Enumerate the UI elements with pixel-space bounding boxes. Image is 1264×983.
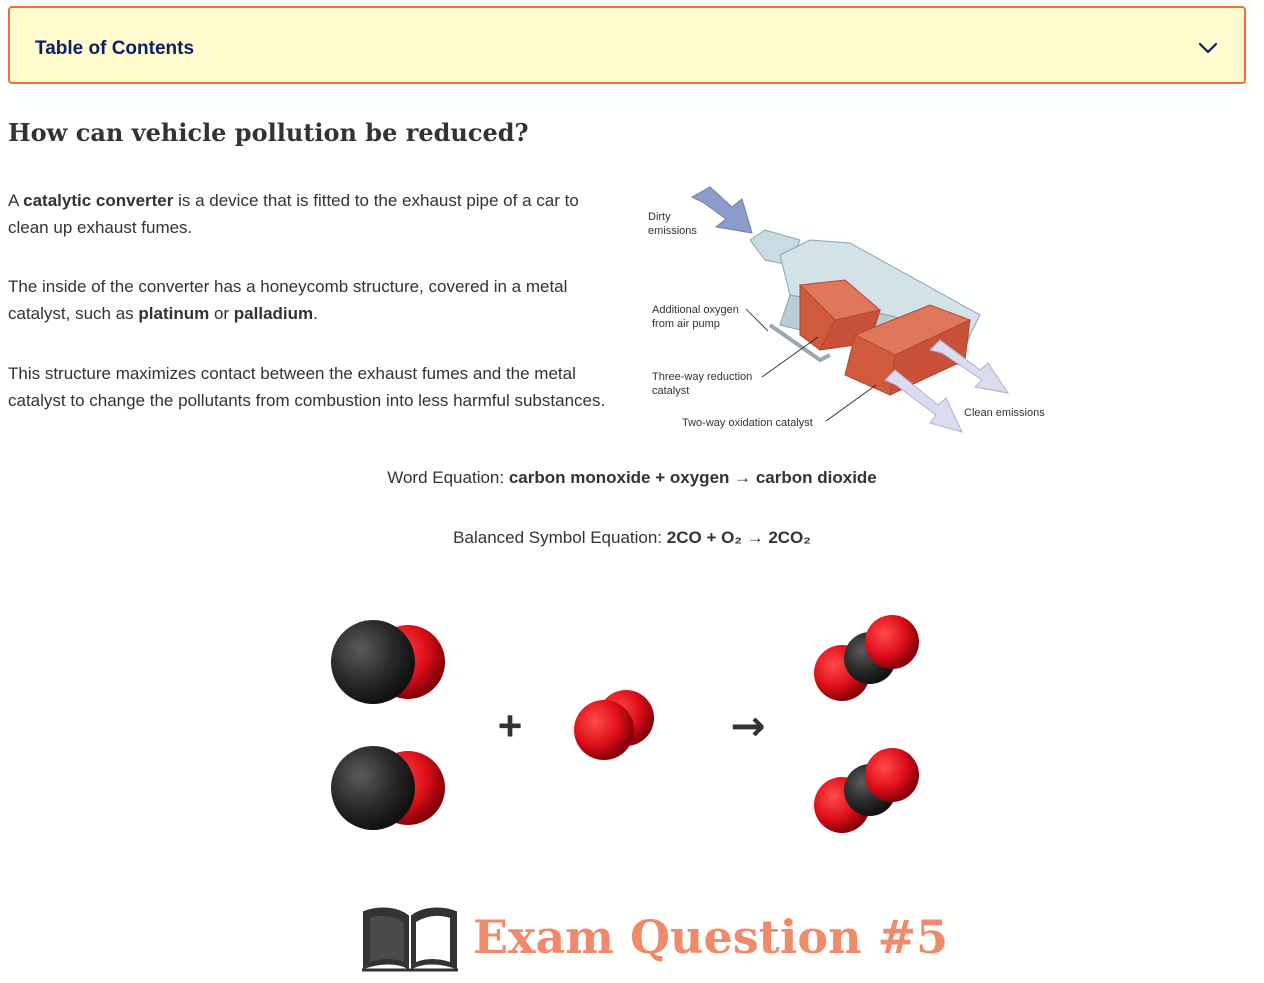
paragraph-catalytic-converter: A catalytic converter is a device that is fitted to the exhaust pipe of a car to clean up exhaust fumes. (8, 191, 579, 237)
svg-text:Additional oxygen: Additional oxygen (652, 304, 739, 316)
svg-text:emissions: emissions (648, 225, 697, 237)
reaction-arrow: → (730, 701, 766, 750)
svg-text:from air pump: from air pump (652, 318, 720, 330)
paragraph-structure: This structure maximizes contact between the exhaust fumes and the metal catalyst to change the pollutants from combustion into less harmful substances. (8, 364, 606, 410)
term-palladium: palladium (233, 304, 314, 323)
svg-text:Three-way reduction: Three-way reduction (652, 371, 753, 383)
carbon-monoxide-molecule-1 (331, 620, 445, 704)
exam-question-title: Exam Question #5 (473, 910, 949, 964)
word-equation: Word Equation: carbon monoxide + oxygen → carbon dioxide (387, 468, 877, 487)
exam-question-header (360, 902, 949, 977)
term-platinum: platinum (138, 304, 210, 323)
catalytic-converter-diagram (640, 185, 1060, 440)
svg-text:Dirty: Dirty (648, 211, 671, 223)
section-heading: How can vehicle pollution be reduced? (8, 118, 529, 147)
paragraph-honeycomb: The inside of the converter has a honeycomb structure, covered in a metal catalyst, such as platinum or palladium. (8, 277, 568, 323)
carbon-monoxide-molecule-2 (331, 746, 445, 830)
oxygen-molecule (574, 690, 654, 760)
toc-title: Table of Contents (35, 38, 195, 59)
dirty-emissions-arrow (692, 187, 752, 233)
table-of-contents[interactable] (8, 6, 1246, 84)
chevron-down-icon[interactable] (1196, 36, 1220, 60)
open-book-icon (360, 904, 460, 974)
carbon-dioxide-molecule-2 (814, 748, 919, 833)
symbol-equation: Balanced Symbol Equation: 2CO + O₂ → 2CO₂ (453, 528, 811, 547)
svg-text:catalyst: catalyst (652, 385, 690, 397)
term-catalytic-converter: catalytic converter (23, 191, 174, 210)
reaction-molecule-diagram (320, 600, 940, 845)
plus-sign: + (497, 702, 523, 749)
carbon-dioxide-molecule-1 (814, 615, 919, 701)
svg-text:Two-way oxidation catalyst: Two-way oxidation catalyst (682, 417, 813, 429)
svg-text:Clean emissions: Clean emissions (964, 407, 1045, 419)
